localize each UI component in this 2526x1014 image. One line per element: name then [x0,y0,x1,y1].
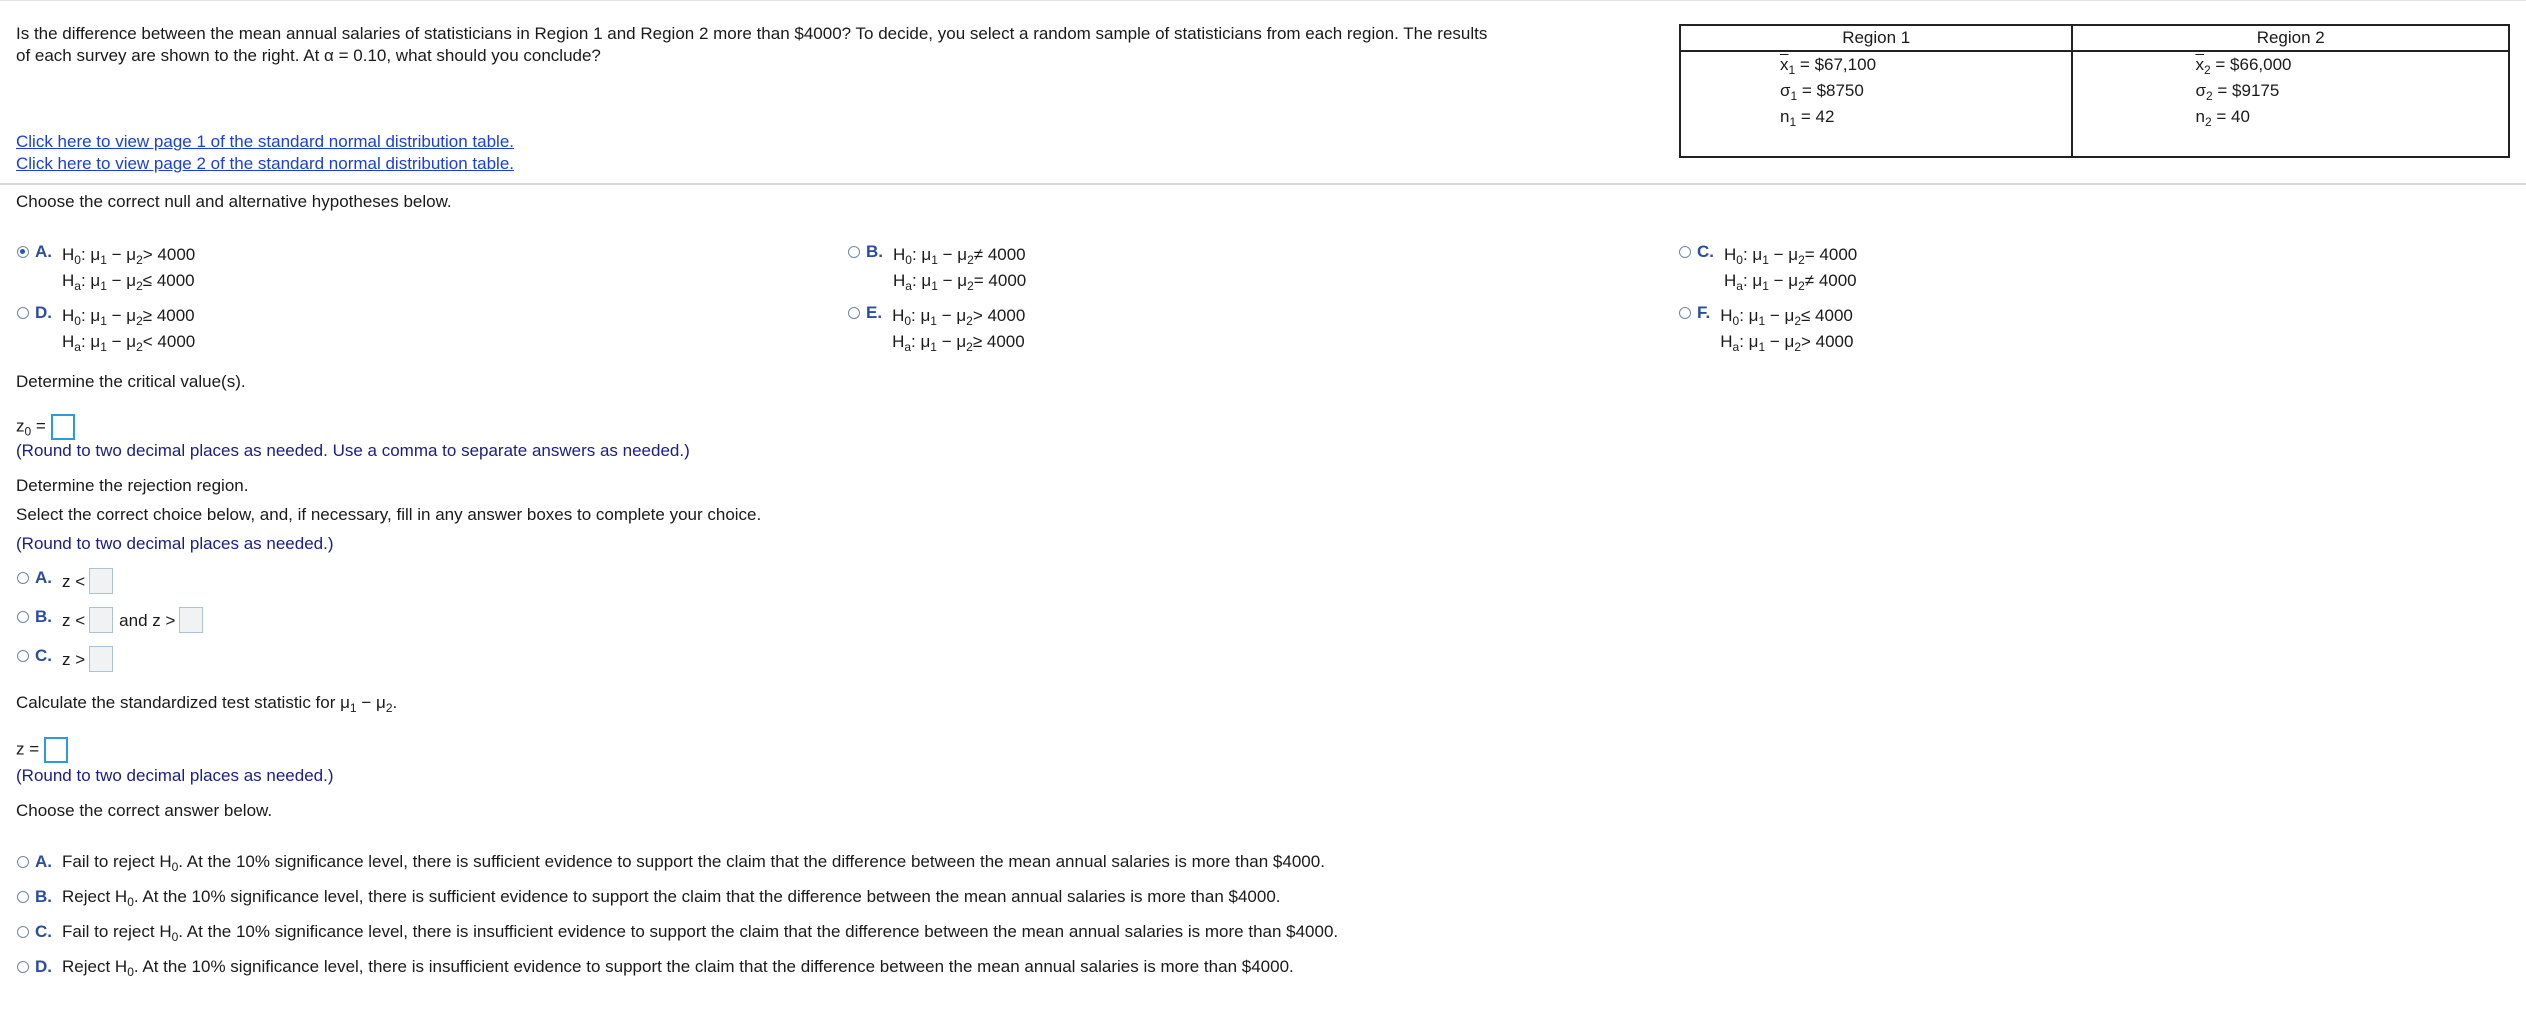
normal-table-page-1-link[interactable]: Click here to view page 1 of the standard normal distribution table. [16,132,514,151]
radio-button[interactable] [848,307,860,319]
rejection-option-b[interactable]: B. z < and z > [17,607,203,633]
region-data-table [1679,24,2510,158]
test-statistic-hint: (Round to two decimal places as needed.) [16,766,334,785]
rejection-option-c[interactable]: C. z > [17,646,113,672]
critical-value-row: $z_0$ = [16,414,75,440]
critical-value-prompt: Determine the critical value(s). [16,372,246,391]
conclusion-option-a[interactable]: A. Fail to reject $H_0$. At the 10% significance level, there is sufficient evidence to support the claim that the difference between the mean annual salaries is more than $4000. [17,852,1325,872]
alternative-hypothesis: $H_a$: $\mu_1 - \mu_2< 4000$ [62,332,196,354]
hypothesis-pair [1720,303,1853,355]
critical-value-input[interactable] [51,414,75,440]
region-1-mean: $\overline{x}_1$ = $67,100 [1780,55,1877,77]
null-hypothesis: $H_0$: $\mu_1 - \mu_2\le 4000$ [1720,306,1853,328]
null-hypothesis: $H_0$: $\mu_1 - \mu_2\ge 4000$ [62,306,195,328]
hypothesis-pair [62,242,195,294]
hypothesis-option-e[interactable]: E. $H_0$: $\mu_1 - \mu_2> 4000$ $H_a$: $\mu_1 - \mu_2\ge 4000$ [848,303,1025,355]
hypotheses-prompt: Choose the correct null and alternative hypotheses below. [16,192,452,211]
region-2-stats [2072,51,2509,157]
hypothesis-option-a[interactable]: A. $H_0$: $\mu_1 - \mu_2> 4000$ $H_a$: $\mu_1 - \mu_2\le 4000$ [17,242,195,294]
conclusion-prompt: Choose the correct answer below. [16,801,273,820]
alternative-hypothesis: $H_a$: $\mu_1 - \mu_2> 4000$ [1720,332,1854,354]
rejection-a-input[interactable] [89,568,113,594]
radio-button[interactable] [17,891,29,903]
conclusion-text: Fail to reject $H_0$. At the 10% significance level, there is sufficient evidence to support the claim that the difference between the mean annual salaries is more than $4000. [62,852,1325,874]
region-2-header: Region 2 [2072,25,2509,51]
question-line-1: Is the difference between the mean annual salaries of statisticians in Region 1 and Region 2 more than $4000? To decide, you select a random sample of statisticians from each region. The results [16,24,1488,43]
hypothesis-pair [892,303,1025,355]
null-hypothesis: $H_0$: $\mu_1 - \mu_2= 4000$ [1724,245,1858,267]
question-text [16,23,1616,67]
conclusion-text: Fail to reject $H_0$. At the 10% significance level, there is insufficient evidence to support the claim that the difference between the mean annual salaries is more than $4000. [62,922,1339,944]
top-divider [0,0,2526,1]
conclusion-option-d[interactable]: D. Reject $H_0$. At the 10% significance level, there is insufficient evidence to support the claim that the difference between the mean annual salaries is more than $4000. [17,957,1294,977]
rejection-hint: (Round to two decimal places as needed.) [16,534,334,553]
conclusion-text: Reject $H_0$. At the 10% significance level, there is insufficient evidence to support the claim that the difference between the mean annual salaries is more than $4000. [62,957,1294,979]
hypothesis-option-b[interactable]: B. $H_0$: $\mu_1 - \mu_2\ne 4000$ $H_a$: $\mu_1 - \mu_2= 4000$ [848,242,1026,294]
region-2-n: $n_2 = 40$ [2195,107,2250,129]
radio-button[interactable] [17,961,29,973]
null-hypothesis: $H_0$: $\mu_1 - \mu_2> 4000$ [62,245,196,267]
rejection-c-input[interactable] [89,646,113,672]
test-statistic-prompt: Calculate the standardized test statistic for $\mu_1 - \mu_2$. [16,693,398,715]
radio-button[interactable] [17,572,29,584]
region-1-header: Region 1 [1680,25,2072,51]
alternative-hypothesis: $H_a$: $\mu_1 - \mu_2\ne 4000$ [1724,271,1857,293]
radio-button[interactable] [17,611,29,623]
hypothesis-option-d[interactable]: D. $H_0$: $\mu_1 - \mu_2\ge 4000$ $H_a$: $\mu_1 - \mu_2< 4000$ [17,303,195,355]
region-1-n: $n_1 = 42$ [1780,107,1835,129]
section-divider [0,183,2526,185]
rejection-b-lower-input[interactable] [89,607,113,633]
radio-button[interactable] [1679,246,1691,258]
null-hypothesis: $H_0$: $\mu_1 - \mu_2\ne 4000$ [893,245,1026,267]
region-1-stats [1680,51,2072,157]
region-2-sd: $\sigma_2$ = $9175 [2195,81,2280,103]
region-2-mean: $\overline{x}_2$ = $66,000 [2195,55,2292,77]
hypothesis-option-f[interactable]: F. $H_0$: $\mu_1 - \mu_2\le 4000$ $H_a$: $\mu_1 - \mu_2> 4000$ [1679,303,1853,355]
alternative-hypothesis: $H_a$: $\mu_1 - \mu_2\ge 4000$ [892,332,1025,354]
rejection-b-upper-input[interactable] [179,607,203,633]
radio-button[interactable] [1679,307,1691,319]
rejection-option-a[interactable]: A. z < [17,568,113,594]
hypothesis-pair [62,303,195,355]
hypothesis-pair [893,242,1026,294]
radio-button[interactable] [17,856,29,868]
table-links [16,131,514,175]
region-1-sd: $\sigma_1$ = $8750 [1780,81,1864,103]
hypothesis-option-c[interactable]: C. $H_0$: $\mu_1 - \mu_2= 4000$ $H_a$: $\mu_1 - \mu_2\ne 4000$ [1679,242,1857,294]
alternative-hypothesis: $H_a$: $\mu_1 - \mu_2\le 4000$ [62,271,195,293]
radio-button[interactable] [17,926,29,938]
null-hypothesis: $H_0$: $\mu_1 - \mu_2> 4000$ [892,306,1026,328]
question-line-2: of each survey are shown to the right. At α = 0.10, what should you conclude? [16,46,601,65]
rejection-prompt: Determine the rejection region. [16,476,249,495]
hypothesis-pair [1724,242,1857,294]
conclusion-option-b[interactable]: B. Reject $H_0$. At the 10% significance level, there is sufficient evidence to support the claim that the difference between the mean annual salaries is more than $4000. [17,887,1281,907]
conclusion-text: Reject $H_0$. At the 10% significance level, there is sufficient evidence to support the claim that the difference between the mean annual salaries is more than $4000. [62,887,1281,909]
conclusion-option-c[interactable]: C. Fail to reject $H_0$. At the 10% significance level, there is insufficient evidence to support the claim that the difference between the mean annual salaries is more than $4000. [17,922,1338,942]
radio-button[interactable] [17,307,29,319]
test-statistic-row: z = [16,737,68,763]
test-statistic-input[interactable] [44,737,68,763]
radio-button[interactable] [848,246,860,258]
rejection-select-instruction: Select the correct choice below, and, if necessary, fill in any answer boxes to complete your choice. [16,505,762,524]
radio-button[interactable] [17,650,29,662]
alternative-hypothesis: $H_a$: $\mu_1 - \mu_2= 4000$ [893,271,1027,293]
critical-value-hint: (Round to two decimal places as needed. Use a comma to separate answers as needed.) [16,441,690,460]
radio-button[interactable] [17,246,29,258]
normal-table-page-2-link[interactable]: Click here to view page 2 of the standard normal distribution table. [16,154,514,173]
